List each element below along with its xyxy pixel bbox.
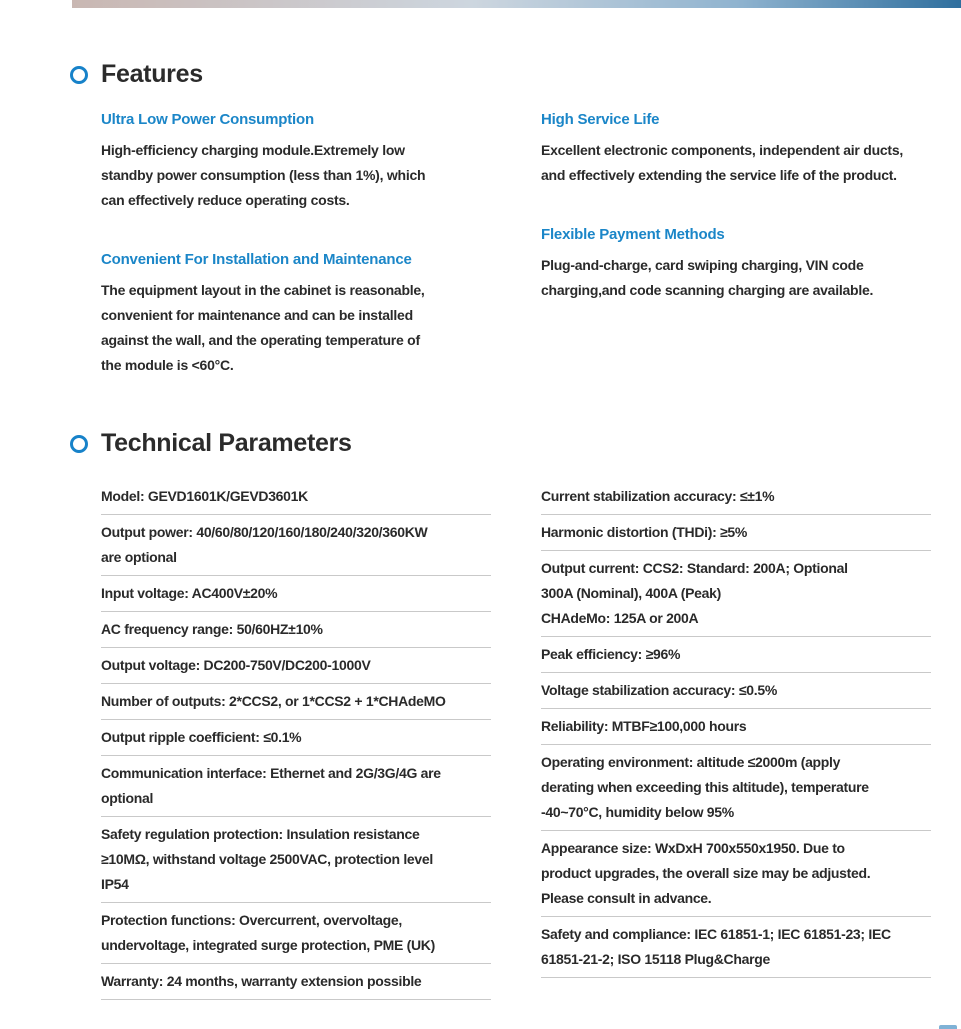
parameter-line: Appearance size: WxDxH 700x550x1950. Due to xyxy=(541,840,845,856)
page-number-mark xyxy=(939,1025,957,1029)
feature-title: Ultra Low Power Consumption xyxy=(101,111,314,128)
feature-high-service-life xyxy=(541,111,956,188)
parameter-line: product upgrades, the overall size may be adjusted. xyxy=(541,865,871,881)
parameters-heading: Technical Parameters xyxy=(101,429,352,457)
feature-line: convenient for maintenance and can be installed xyxy=(101,307,413,323)
feature-flexible-payment xyxy=(541,226,956,303)
parameter-row xyxy=(101,817,491,903)
parameter-line: Current stabilization accuracy: ≤±1% xyxy=(541,488,775,504)
parameter-line: derating when exceeding this altitude), temperature xyxy=(541,779,869,795)
parameter-line: Output power: 40/60/80/120/160/180/240/320/360KW xyxy=(101,524,428,540)
parameter-row xyxy=(541,831,931,917)
features-heading-row xyxy=(70,60,203,89)
feature-title: Flexible Payment Methods xyxy=(541,226,725,243)
parameter-line: Output voltage: DC200-750V/DC200-1000V xyxy=(101,657,371,673)
feature-line: High-efficiency charging module.Extremely low xyxy=(101,142,405,158)
parameter-line: Input voltage: AC400V±20% xyxy=(101,585,278,601)
parameter-line: optional xyxy=(101,790,154,806)
parameter-line: Model: GEVD1601K/GEVD3601K xyxy=(101,488,308,504)
parameter-row xyxy=(541,637,931,673)
parameter-row xyxy=(101,756,491,817)
parameter-row xyxy=(541,482,931,515)
parameter-row xyxy=(541,917,931,978)
top-banner-image xyxy=(72,0,961,8)
feature-line: standby power consumption (less than 1%), which xyxy=(101,167,426,183)
parameter-row xyxy=(101,576,491,612)
parameter-row xyxy=(541,673,931,709)
parameters-heading-row xyxy=(70,429,352,458)
parameter-row xyxy=(101,684,491,720)
parameter-line: Please consult in advance. xyxy=(541,890,712,906)
parameter-row xyxy=(101,720,491,756)
parameters-left-column xyxy=(101,482,491,1000)
parameter-row xyxy=(101,482,491,515)
parameter-row xyxy=(101,648,491,684)
feature-description xyxy=(541,253,956,303)
parameter-line: are optional xyxy=(101,549,177,565)
parameter-row xyxy=(541,515,931,551)
parameter-row xyxy=(101,515,491,576)
feature-title: Convenient For Installation and Maintenance xyxy=(101,251,412,268)
parameter-line: AC frequency range: 50/60HZ±10% xyxy=(101,621,323,637)
feature-line: charging,and code scanning charging are available. xyxy=(541,282,874,298)
parameter-line: Output ripple coefficient: ≤0.1% xyxy=(101,729,302,745)
parameter-line: Operating environment: altitude ≤2000m (apply xyxy=(541,754,841,770)
parameter-line: Safety regulation protection: Insulation resistance xyxy=(101,826,420,842)
parameter-line: Voltage stabilization accuracy: ≤0.5% xyxy=(541,682,777,698)
feature-description xyxy=(541,138,956,188)
parameter-line: ≥10MΩ, withstand voltage 2500VAC, protection level xyxy=(101,851,433,867)
features-heading: Features xyxy=(101,60,203,88)
parameter-line: 300A (Nominal), 400A (Peak) xyxy=(541,585,721,601)
parameter-line: IP54 xyxy=(101,876,129,892)
parameter-line: CHAdeMo: 125A or 200A xyxy=(541,610,699,626)
parameter-line: Safety and compliance: IEC 61851-1; IEC 61851-23; IEC xyxy=(541,926,891,942)
feature-line: Plug-and-charge, card swiping charging, VIN code xyxy=(541,257,864,273)
parameter-line: undervoltage, integrated surge protection, PME (UK) xyxy=(101,937,435,953)
parameter-line: Peak efficiency: ≥96% xyxy=(541,646,681,662)
feature-line: against the wall, and the operating temperature of xyxy=(101,332,420,348)
parameter-line: Communication interface: Ethernet and 2G/3G/4G are xyxy=(101,765,441,781)
parameter-row xyxy=(541,745,931,831)
parameter-line: Reliability: MTBF≥100,000 hours xyxy=(541,718,747,734)
feature-line: can effectively reduce operating costs. xyxy=(101,192,350,208)
parameter-row xyxy=(101,903,491,964)
circle-bullet-icon xyxy=(70,435,88,453)
feature-line: and effectively extending the service life of the product. xyxy=(541,167,897,183)
feature-line: the module is <60°C. xyxy=(101,357,234,373)
feature-description xyxy=(101,278,501,378)
feature-line: Excellent electronic components, independent air ducts, xyxy=(541,142,904,158)
parameter-line: -40~70°C, humidity below 95% xyxy=(541,804,734,820)
parameter-line: Number of outputs: 2*CCS2, or 1*CCS2 + 1*CHAdeMO xyxy=(101,693,446,709)
parameter-row xyxy=(541,709,931,745)
parameter-line: Protection functions: Overcurrent, overvoltage, xyxy=(101,912,402,928)
feature-line: The equipment layout in the cabinet is reasonable, xyxy=(101,282,425,298)
parameter-line: 61851-21-2; ISO 15118 Plug&Charge xyxy=(541,951,770,967)
parameters-right-column xyxy=(541,482,931,978)
circle-bullet-icon xyxy=(70,66,88,84)
parameter-row xyxy=(541,551,931,637)
feature-description xyxy=(101,138,501,213)
parameter-row xyxy=(101,964,491,1000)
parameter-row xyxy=(101,612,491,648)
parameter-line: Harmonic distortion (THDi): ≥5% xyxy=(541,524,748,540)
parameter-line: Warranty: 24 months, warranty extension possible xyxy=(101,973,422,989)
feature-ultra-low-power xyxy=(101,111,501,213)
parameter-line: Output current: CCS2: Standard: 200A; Optional xyxy=(541,560,848,576)
feature-installation-maintenance xyxy=(101,251,501,378)
feature-title: High Service Life xyxy=(541,111,660,128)
